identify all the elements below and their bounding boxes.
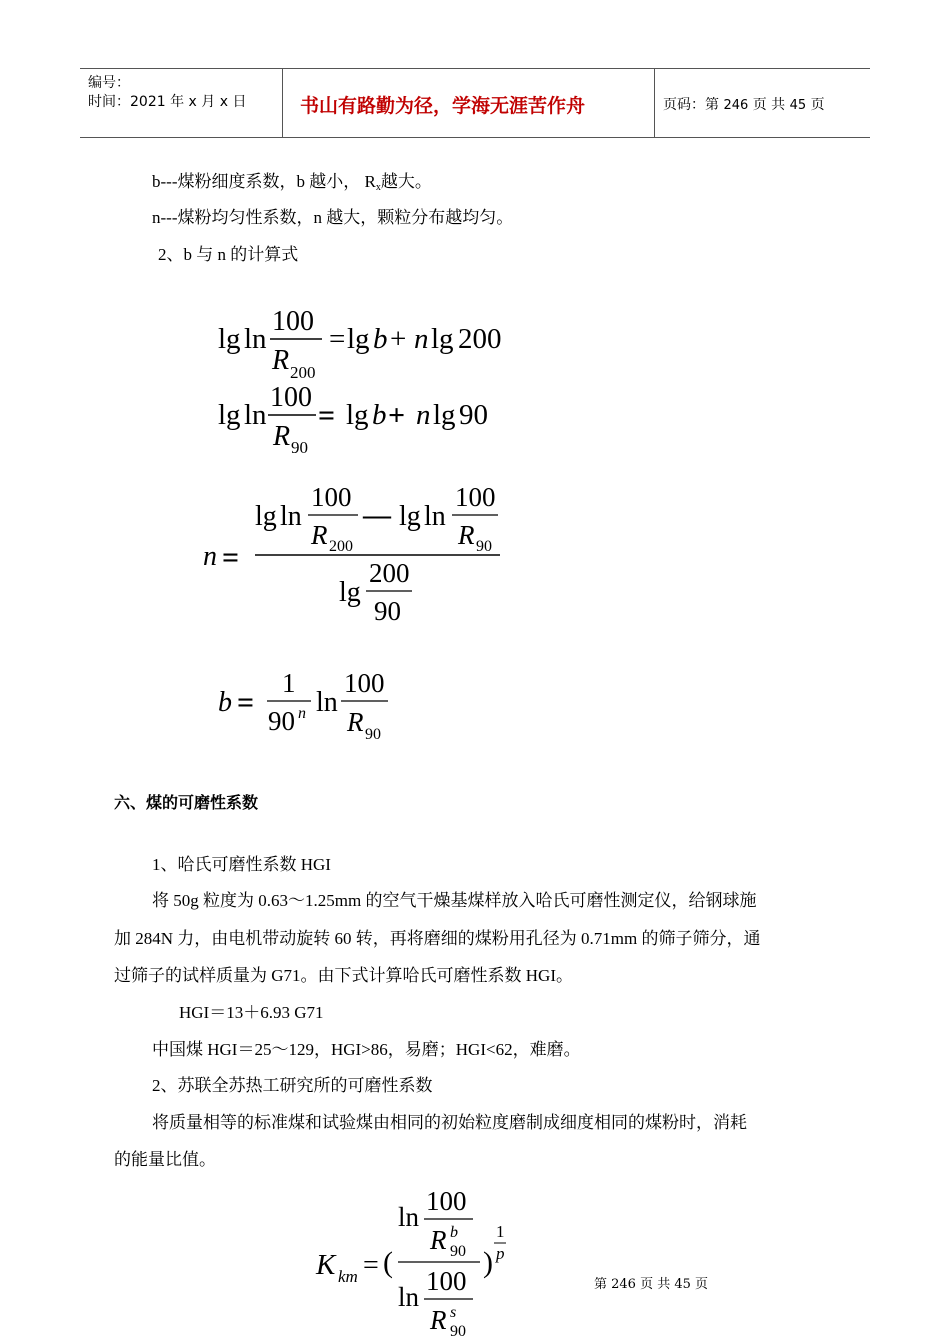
svg-text:p: p — [496, 1244, 505, 1263]
section-heading-grindability: 六、煤的可磨性系数 — [114, 793, 259, 812]
svg-text:ln: ln — [424, 501, 446, 532]
svg-text:(: ( — [383, 1246, 393, 1279]
svg-text:1: 1 — [282, 668, 296, 698]
svg-text:200: 200 — [329, 538, 353, 555]
header-motto-cell — [282, 69, 655, 137]
svg-text:R: R — [458, 520, 475, 550]
svg-text:100: 100 — [311, 482, 352, 512]
svg-text:ln: ln — [280, 501, 302, 532]
document-number-label: 编号： — [88, 75, 130, 91]
subsection-b-n-formula: 2、b 与 n 的计算式 — [158, 245, 299, 264]
subsection-hgi: 1、哈氏可磨性系数 HGI — [152, 855, 331, 874]
svg-text:90: 90 — [291, 438, 308, 457]
svg-text:lg: lg — [346, 399, 369, 431]
svg-text:b: b — [218, 687, 232, 718]
svg-text:90: 90 — [476, 538, 492, 555]
svg-text:lg: lg — [433, 399, 456, 431]
svg-text:): ) — [483, 1246, 493, 1279]
svg-text:n: n — [416, 399, 431, 431]
formula-n — [195, 478, 515, 638]
svg-text:n: n — [414, 323, 429, 355]
document-date-label: 时间：2021 年 x 月 x 日 — [88, 94, 247, 110]
paragraph-hgi-line2: 加 284N 力，由电机带动旋转 60 转，再将磨细的煤粉用孔径为 0.71mm 的筛子筛分，通 — [114, 929, 761, 948]
svg-text:n: n — [203, 541, 217, 572]
svg-text:+: + — [388, 399, 406, 432]
svg-text:lg: lg — [218, 323, 241, 355]
svg-text:lg: lg — [218, 399, 241, 431]
svg-text:R: R — [347, 707, 364, 737]
paragraph-b-definition: b---煤粉细度系数，b 越小， Rx越大。 — [152, 172, 432, 193]
header-info-cell — [80, 69, 283, 137]
paragraph-n-definition: n---煤粉均匀性系数，n 越大，颗粒分布越均匀。 — [152, 208, 514, 227]
svg-text:R: R — [430, 1225, 447, 1255]
formula-kkm — [310, 1184, 530, 1344]
svg-text:100: 100 — [270, 382, 312, 413]
header-page-cell — [655, 69, 870, 137]
svg-text:100: 100 — [272, 306, 314, 337]
svg-text:lg: lg — [399, 501, 421, 532]
formula-b — [210, 662, 410, 752]
svg-text:+: + — [390, 323, 407, 355]
svg-text:R: R — [272, 345, 290, 376]
svg-text:ln: ln — [316, 687, 338, 718]
paragraph-china-coal-hgi: 中国煤 HGI＝25～129，HGI>86，易磨；HGI<62，难磨。 — [152, 1040, 581, 1059]
svg-text:=: = — [329, 323, 346, 355]
svg-text:90: 90 — [459, 399, 488, 431]
svg-text:lg: lg — [255, 501, 277, 532]
svg-text:lg: lg — [339, 577, 361, 608]
svg-text:200: 200 — [458, 323, 502, 355]
svg-text:90: 90 — [268, 706, 295, 736]
svg-text:100: 100 — [344, 668, 385, 698]
svg-text:lg: lg — [431, 323, 454, 355]
svg-text:ln: ln — [398, 1282, 420, 1312]
formula-lgln-r200 — [210, 300, 530, 380]
page-header — [80, 68, 870, 138]
svg-text:200: 200 — [369, 558, 410, 588]
paragraph-hgi-line3: 过筛子的试样质量为 G71。由下式计算哈氏可磨性系数 HGI。 — [114, 966, 573, 985]
svg-text:100: 100 — [426, 1266, 467, 1296]
svg-text:90: 90 — [374, 596, 401, 626]
svg-text:R: R — [273, 421, 291, 452]
svg-text:ln: ln — [244, 399, 267, 431]
subsection-ussr-grindability: 2、苏联全苏热工研究所的可磨性系数 — [152, 1076, 433, 1095]
page-number-label: 页码：第 246 页 共 45 页 — [663, 97, 825, 113]
svg-text:90: 90 — [365, 726, 381, 743]
svg-text:—: — — [363, 500, 391, 531]
svg-text:100: 100 — [426, 1186, 467, 1216]
svg-text:R: R — [311, 520, 328, 550]
svg-text:K: K — [316, 1249, 336, 1281]
svg-text:ln: ln — [244, 323, 267, 355]
svg-text:90: 90 — [450, 1323, 466, 1340]
svg-text:R: R — [430, 1305, 447, 1335]
svg-text:=: = — [318, 399, 336, 432]
svg-text:lg: lg — [347, 323, 370, 355]
svg-text:1: 1 — [496, 1222, 505, 1241]
svg-text:=: = — [237, 686, 255, 719]
svg-text:s: s — [450, 1304, 457, 1321]
svg-text:km: km — [338, 1267, 358, 1286]
svg-text:b: b — [450, 1224, 458, 1241]
hgi-formula: HGI＝13＋6.93 G71 — [179, 1003, 324, 1022]
page-footer: 第 246 页 共 45 页 — [594, 1277, 709, 1292]
formula-lgln-r90 — [210, 378, 510, 458]
svg-text:=: = — [363, 1250, 379, 1281]
svg-text:ln: ln — [398, 1202, 420, 1232]
paragraph-hgi-line1: 将 50g 粒度为 0.63～1.25mm 的空气干燥基煤样放入哈氏可磨性测定仪，给钢球施 — [152, 891, 757, 910]
svg-text:200: 200 — [290, 363, 316, 382]
svg-text:b: b — [372, 399, 387, 431]
svg-text:n: n — [298, 705, 306, 722]
svg-text:90: 90 — [450, 1243, 466, 1260]
paragraph-ussr-line2: 的能量比值。 — [114, 1150, 216, 1169]
paragraph-ussr-line1: 将质量相等的标准煤和试验煤由相同的初始粒度磨制成细度相同的煤粉时，消耗 — [152, 1113, 747, 1132]
header-motto: 书山有路勤为径，学海无涯苦作舟 — [300, 95, 586, 117]
svg-text:=: = — [222, 541, 240, 574]
svg-text:b: b — [373, 323, 388, 355]
svg-text:100: 100 — [455, 482, 496, 512]
